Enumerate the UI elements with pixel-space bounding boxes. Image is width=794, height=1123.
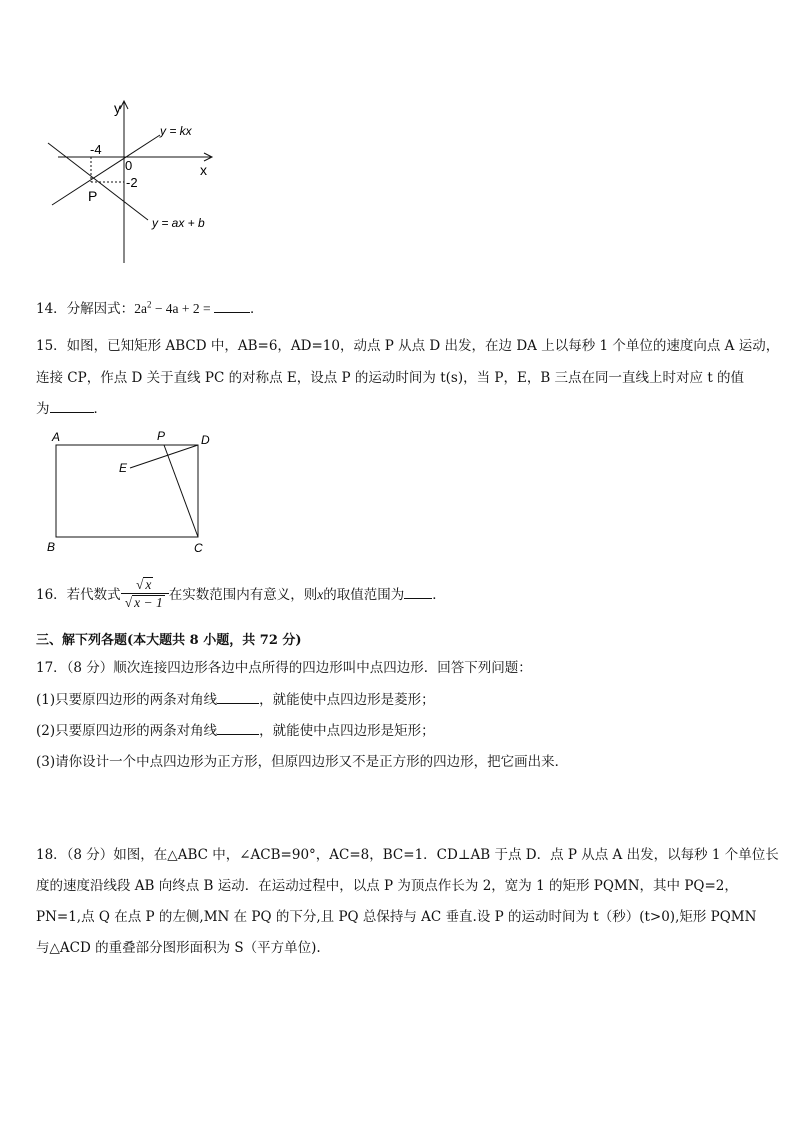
section-3-title: 三、解下列各题(本大题共 8 小题，共 72 分) [36, 633, 302, 648]
line-axb-label: y = ax + b [152, 216, 205, 230]
x-axis-label: x [200, 162, 207, 178]
q18-line-4: 与△ACD 的重叠部分图形面积为 S（平方单位). [36, 940, 321, 956]
rectangle-abcd [56, 445, 198, 537]
q16-fraction: $\frac{√ x}{√ x - 1}$ [121, 576, 169, 611]
q17-p2-blank[interactable] [217, 722, 259, 735]
label-p: P [157, 429, 166, 443]
x-tick-label: -4 [90, 142, 102, 157]
q16-text-d: ． [432, 587, 446, 603]
segment-ed [130, 445, 198, 468]
q14-expr-a: 2a [134, 301, 147, 316]
q15-answer-blank[interactable] [50, 400, 94, 413]
origin-label: 0 [125, 158, 133, 173]
segment-pc [164, 445, 198, 537]
q17-part-1 [36, 688, 435, 708]
q15-line-1: 15．如图，已知矩形 ABCD 中，AB=6，AD=10，动点 P 从点 D 出发，在边 DA 上以每秒 1 个单位的速度向点 A 运动， [36, 338, 780, 354]
q15-line-2: 连接 CP，作点 D 关于直线 PC 的对称点 E，设点 P 的运动时间为 t(s)，当 P，E，B 三点在同一直线上时对应 t 的值 [36, 370, 745, 386]
q14-end: ． [250, 301, 264, 317]
q17-intro: 17．（8 分）顺次连接四边形各边中点所得的四边形叫中点四边形．回答下列问题： [36, 660, 532, 676]
q17-p1-a: (1)只要原四边形的两条对角线 [36, 692, 218, 708]
q17-part-2 [36, 719, 435, 739]
question-16 [36, 578, 446, 613]
label-b: B [47, 540, 56, 554]
label-e: E [119, 461, 128, 475]
y-axis-label: y [114, 100, 121, 116]
q14-text: 分解因式： [66, 301, 135, 317]
q16-answer-blank[interactable] [404, 586, 432, 599]
q14-answer-blank[interactable] [214, 300, 250, 313]
q17-p1-blank[interactable] [217, 691, 259, 704]
q18-line-3: PN=1,点 Q 在点 P 的左侧,MN 在 PQ 的下分,且 PQ 总保持与 AC 垂直.设 P 的运动时间为 t（秒）(t>0),矩形 PQMN [36, 909, 757, 925]
label-a: A [52, 430, 61, 444]
q16-numerator: x [145, 577, 152, 592]
q18-line-2: 度的速度沿线段 AB 向终点 B 运动．在运动过程中，以点 P 为顶点作长为 2，宽为 1 的矩形 PQMN，其中 PQ=2， [36, 878, 738, 894]
line-kx-label: y = kx [160, 124, 192, 138]
q17-part-3: (3)请你设计一个中点四边形为正方形，但原四边形又不是正方形的四边形，把它画出来． [36, 754, 569, 770]
label-c: C [194, 541, 203, 555]
q16-text-b: 在实数范围内有意义，则 [168, 587, 318, 603]
y-tick-label: -2 [126, 175, 138, 190]
q13-coordinate-figure [40, 95, 230, 270]
q16-denominator: x − 1 [134, 595, 163, 610]
question-14 [36, 297, 264, 317]
q16-var: x [317, 587, 324, 602]
q15-rectangle-figure [40, 428, 230, 558]
q16-text-a: 16．若代数式 [36, 587, 121, 603]
q15-line3-a: 为 [36, 401, 50, 417]
q14-expr-b: − 4a + 2 = [151, 301, 215, 316]
q15-line-3 [36, 397, 107, 417]
q18-line-1: 18．（8 分）如图，在△ABC 中，∠ACB=90°，AC=8，BC=1．CD⊥AB 于点 D．点 P 从点 A 出发，以每秒 1 个单位长 [36, 847, 779, 863]
label-d: D [201, 433, 210, 447]
q14-expr-sup: 2 [146, 299, 152, 310]
point-p-label: P [88, 188, 98, 204]
q15-line3-b: ． [93, 401, 107, 417]
line-kx [52, 135, 160, 205]
q17-p2-a: (2)只要原四边形的两条对角线 [36, 723, 218, 739]
q17-p2-b: ，就能使中点四边形是矩形； [259, 723, 435, 739]
q17-p1-b: ，就能使中点四边形是菱形； [259, 692, 435, 708]
q16-text-c: 的取值范围为 [323, 587, 405, 603]
q14-number: 14． [36, 301, 67, 317]
